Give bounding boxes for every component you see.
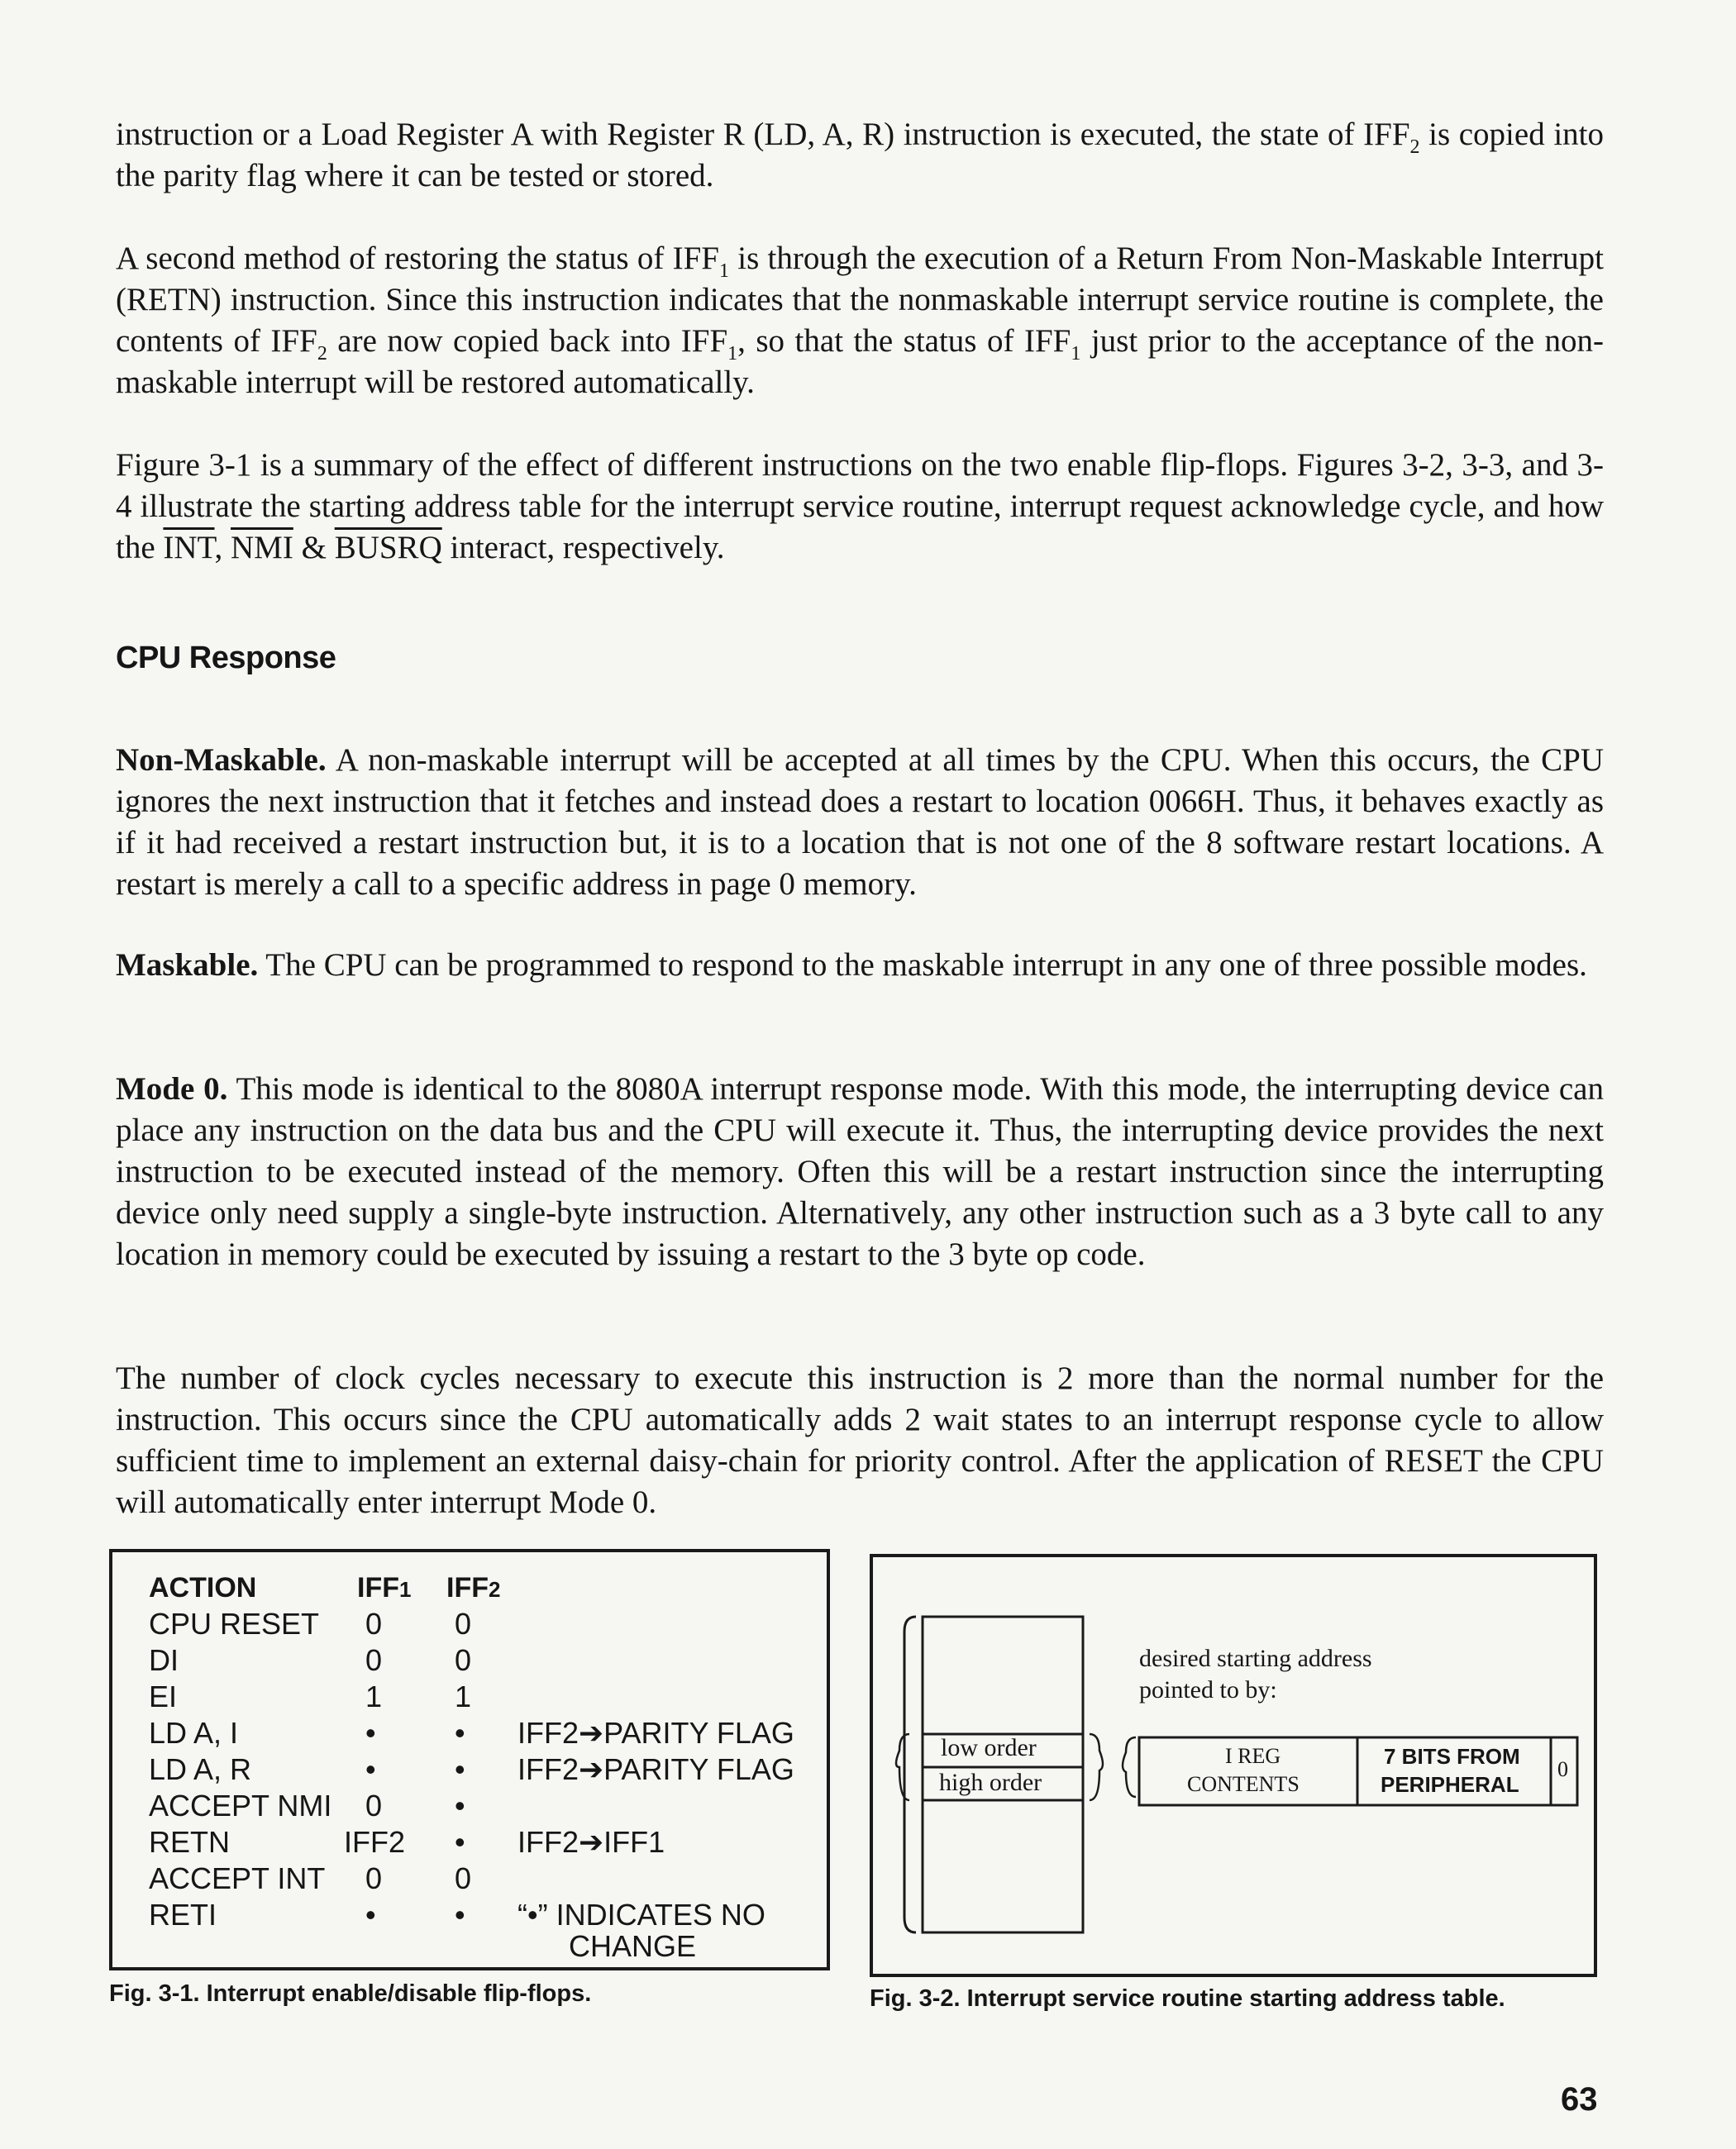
- cell-action: DI: [149, 1643, 179, 1677]
- subscript: 2: [1409, 136, 1420, 158]
- text: is copied into the parity flag where it can be tested or stored.: [116, 117, 1604, 193]
- lead-term: Maskable.: [116, 947, 259, 983]
- table-row: [149, 1752, 827, 1787]
- subscript: 2: [317, 343, 327, 365]
- text: The CPU can be programmed to respond to the maskable interrupt in any one of three possible modes.: [258, 947, 1587, 983]
- cell-iff2: •: [455, 1716, 465, 1750]
- subscript: 1: [727, 343, 738, 365]
- table-row: [149, 1643, 827, 1678]
- figure-3-2-diagram: [870, 1554, 1597, 1977]
- busrq-signal: BUSRQ: [334, 530, 442, 565]
- paragraph-mode-0: [116, 1069, 1604, 1275]
- paragraph-2: [116, 238, 1604, 403]
- cell-iff1: 0: [365, 1861, 383, 1895]
- right-brace-small: [1090, 1734, 1103, 1800]
- high-order-label: high order: [939, 1769, 1042, 1796]
- ireg-line-1: I REG: [1225, 1744, 1281, 1768]
- header-iff1-sub: 1: [398, 1577, 412, 1602]
- paragraph-non-maskable: [116, 740, 1604, 905]
- table-row: [149, 1789, 827, 1823]
- cell-iff2: 0: [455, 1861, 472, 1895]
- table-row: [149, 1716, 827, 1751]
- int-signal: $\overline{INT}$: [163, 530, 215, 565]
- nmi-signal: $\overline{NMI}$: [231, 530, 293, 565]
- cell-action: RETI: [149, 1898, 217, 1932]
- zero-bit: 0: [1557, 1757, 1568, 1781]
- text: A non-maskable interrupt will be accepted at all times by the CPU. When this occurs, the CPU ignores the next instruction that it fetches and instead does a restart to location 0066H. Thus, it behaves exactly as if it had received a restart instruction but, it is to a location that is not one of the 8 software restart locations. A restart is merely a call to a specific address in page 0 memory.: [116, 742, 1604, 902]
- ireg-line-2: CONTENTS: [1187, 1772, 1300, 1796]
- desc-line-2: pointed to by:: [1139, 1676, 1277, 1703]
- text: instruction or a Load Register A with Register R (LD, A, R) instruction is executed, the state of IFF: [116, 117, 1410, 152]
- cell-iff2: •: [455, 1825, 465, 1859]
- right-brace-target: [1123, 1737, 1136, 1797]
- desc-line-1: desired starting address: [1139, 1645, 1372, 1672]
- header-iff1: [357, 1570, 411, 1607]
- text: This mode is identical to the 8080A interrupt response mode. With this mode, the interrupting device can place any instruction on the data bus and the CPU will execute it. Thus, the interrupting device provides the next instruction to be executed instead of the memory. Often this will be a restart instruction since the interrupting device only need supply a single-byte instruction. Alternatively, any other instruction such as a 3 byte call to any location in memory could be executed by issuing a restart to the 3 byte op code.: [116, 1071, 1604, 1272]
- cell-note: “•” INDICATES NO: [517, 1898, 765, 1932]
- cell-iff1: •: [365, 1716, 376, 1750]
- text: The number of clock cycles necessary to execute this instruction is 2 more than the normal number for the instruction. This occurs since the CPU automatically adds 2 wait states to an interrupt response cycle to allow sufficient time to implement an external daisy-chain for priority control. After the application of RESET the CPU will automatically enter interrupt Mode 0.: [116, 1360, 1604, 1520]
- table-row: [149, 1680, 827, 1714]
- bits-line-1: 7 BITS FROM: [1384, 1744, 1520, 1769]
- table-row: [149, 1898, 827, 1932]
- table-row: [149, 1825, 827, 1860]
- header-iff2-text: IFF: [446, 1572, 489, 1603]
- paragraph-clock-cycles: [116, 1358, 1604, 1523]
- header-iff2: [446, 1570, 500, 1607]
- cell-iff2: •: [455, 1898, 465, 1932]
- header-action: ACTION: [149, 1572, 257, 1603]
- paragraph-maskable: [116, 945, 1604, 986]
- left-brace-small: [896, 1734, 909, 1800]
- page-number: 63: [1561, 2081, 1598, 2118]
- header-iff2-sub: 2: [488, 1577, 501, 1602]
- text: , so that the status of IFF: [737, 323, 1071, 359]
- table-header: [149, 1570, 827, 1605]
- text: just prior to the acceptance of the non-maskable interrupt will be restored automatically.: [116, 323, 1605, 400]
- bits-line-2: PERIPHERAL: [1381, 1772, 1519, 1797]
- figure-3-2-caption: Fig. 3-2. Interrupt service routine starting address table.: [870, 1985, 1505, 2012]
- cell-action: LD A, R: [149, 1752, 252, 1786]
- low-order-label: low order: [941, 1734, 1037, 1761]
- cell-iff1: •: [365, 1752, 376, 1786]
- subscript: 1: [1071, 343, 1081, 365]
- section-heading: CPU Response: [116, 641, 336, 675]
- cell-iff1: 0: [365, 1789, 383, 1823]
- cell-iff1: 1: [365, 1680, 383, 1713]
- text: interact, respectively.: [441, 530, 725, 565]
- table-row: [149, 1861, 827, 1896]
- figure-3-1-caption: Fig. 3-1. Interrupt enable/disable flip-flops.: [109, 1980, 592, 2007]
- text: are now copied back into IFF: [327, 323, 728, 359]
- text: Figure 3-1 is a summary of the effect of different instructions on the two enable flip-flops. Figures 3-2, 3-3, and 3-4 illustrate the starting address table for the interrupt service routine, interrupt request acknowledge cycle, and how the: [116, 447, 1604, 565]
- cell-action: RETN: [149, 1825, 230, 1859]
- cell-note: IFF2➔PARITY FLAG: [517, 1716, 794, 1750]
- cell-action: LD A, I: [149, 1716, 239, 1750]
- cell-action: ACCEPT INT: [149, 1861, 326, 1895]
- cell-note: IFF2➔PARITY FLAG: [517, 1752, 794, 1786]
- text: is through the execution of a Return From Non-Maskable Interrupt (RETN) instruction. Since this instruction indicates that the nonmaskable interrupt service routine is complete, the contents of IFF: [116, 241, 1604, 359]
- cell-iff2: •: [455, 1789, 465, 1823]
- cell-iff1: IFF2: [344, 1825, 406, 1859]
- cell-note: IFF2➔IFF1: [517, 1825, 665, 1859]
- cell-action: ACCEPT NMI: [149, 1789, 332, 1823]
- text: &: [293, 530, 335, 565]
- cell-action: EI: [149, 1680, 178, 1713]
- text: A second method of restoring the status of IFF: [116, 241, 719, 276]
- cell-iff1: 0: [365, 1607, 383, 1641]
- text: ,: [214, 530, 231, 565]
- cell-iff2: 0: [455, 1643, 472, 1677]
- table-row: [149, 1607, 827, 1642]
- lead-term: Non-Maskable.: [116, 742, 327, 778]
- cell-iff2: •: [455, 1752, 465, 1786]
- subscript: 1: [718, 260, 729, 282]
- table-note: [149, 1929, 827, 1964]
- cell-iff1: •: [365, 1898, 376, 1932]
- header-iff1-text: IFF: [357, 1572, 399, 1603]
- figure-3-1-table: [109, 1549, 830, 1970]
- cell-iff2: 0: [455, 1607, 472, 1641]
- paragraph-1: [116, 114, 1604, 197]
- note-line-2: CHANGE: [569, 1929, 697, 1963]
- lead-term: Mode 0.: [116, 1071, 228, 1107]
- cell-action: CPU RESET: [149, 1607, 320, 1641]
- paragraph-3: [116, 445, 1604, 569]
- left-bracket-large: [904, 1617, 916, 1932]
- cell-iff2: 1: [455, 1680, 472, 1713]
- cell-iff1: 0: [365, 1643, 383, 1677]
